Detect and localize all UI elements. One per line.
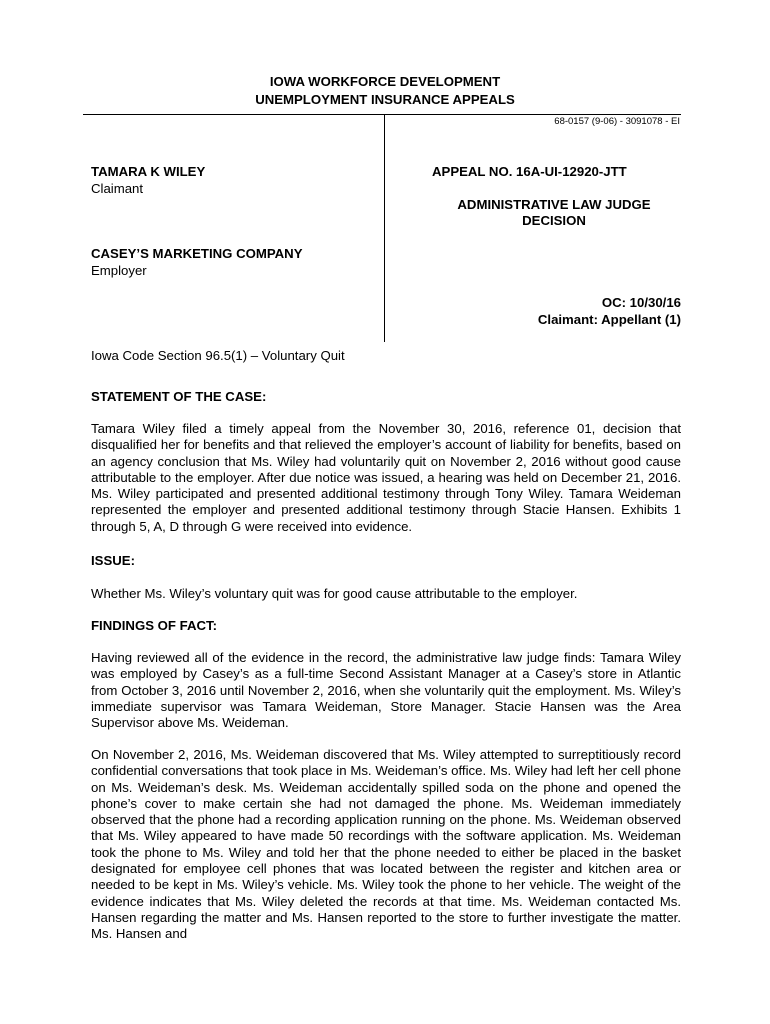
findings-heading: FINDINGS OF FACT: <box>91 618 218 633</box>
claimant-status: Claimant: Appellant (1) <box>537 312 681 327</box>
issue-paragraph: Whether Ms. Wiley’s voluntary quit was for good cause attributable to the employer. <box>91 586 578 601</box>
header-rule <box>83 114 681 115</box>
code-section: Iowa Code Section 96.5(1) – Voluntary Quit <box>91 348 345 363</box>
employer-role: Employer <box>91 263 147 278</box>
statement-paragraph: Tamara Wiley filed a timely appeal from the November 30, 2016, reference 01, decision that disqualified her for benefits and that relieved the employer’s account of liability for benefits, based on an agency conclusion that Ms. Wiley had voluntarily quit on November 2, 2016 without good cause attributable to the employer. After due notice was issued, a hearing was held on December 21, 2016. Ms. Wiley participated and presented additional testimony through Tony Wiley. Tamara Weideman represented the employer and presented additional testimony through Stacie Hansen. Exhibits 1 through 5, A, D through G were received into evidence. <box>91 421 681 534</box>
claimant-role: Claimant <box>91 181 144 196</box>
statement-heading: STATEMENT OF THE CASE: <box>91 389 267 404</box>
division-title: UNEMPLOYMENT INSURANCE APPEALS <box>255 92 515 107</box>
findings-paragraph-1: Having reviewed all of the evidence in the record, the administrative law judge finds: Tamara Wiley was employed by Casey’s as a full-time Second Assistant Manager at a Casey’s store in Atlantic from October 3, 2016 until November 2, 2016, when she voluntarily quit the employment. Ms. Wiley’s immediate supervisor was Tamara Weideman, Store Manager. Stacie Hansen was the Area Supervisor above Ms. Weideman. <box>91 650 681 731</box>
decision-title-line2: DECISION <box>522 213 586 228</box>
claimant-name: TAMARA K WILEY <box>91 164 206 179</box>
oc-date: OC: 10/30/16 <box>601 295 681 310</box>
decision-title-line1: ADMINISTRATIVE LAW JUDGE <box>457 197 651 212</box>
issue-heading: ISSUE: <box>91 553 135 568</box>
form-number: 68-0157 (9-06) - 3091078 - EI <box>554 116 680 127</box>
appeal-number: APPEAL NO. 16A-UI-12920-JTT <box>432 164 627 179</box>
column-divider <box>384 114 385 342</box>
employer-name: CASEY’S MARKETING COMPANY <box>91 246 303 261</box>
findings-paragraph-2: On November 2, 2016, Ms. Weideman discovered that Ms. Wiley attempted to surreptitiously record confidential conversations that took place in Ms. Weideman’s office. Ms. Wiley had left her cell phone on Ms. Weideman’s desk. Ms. Weideman accidentally spilled soda on the phone and opened the phone’s cover to make certain she had not damaged the phone. Ms. Weideman immediately observed that the phone had a recording application running on the phone. Ms. Weideman observed that Ms. Wiley appeared to have made 50 recordings with the software application. Ms. Weideman took the phone to Ms. Wiley and told her that the phone needed to either be placed in the basket designated for employee cell phones that was located between the register and kitchen area or needed to be kept in Ms. Wiley’s vehicle. Ms. Wiley took the phone to her vehicle. The weight of the evidence indicates that Ms. Wiley deleted the records at that time. Ms. Weideman contacted Ms. Hansen regarding the matter and Ms. Hansen reported to the store to further investigate the matter. Ms. Hansen and <box>91 747 681 942</box>
agency-title: IOWA WORKFORCE DEVELOPMENT <box>269 74 501 89</box>
